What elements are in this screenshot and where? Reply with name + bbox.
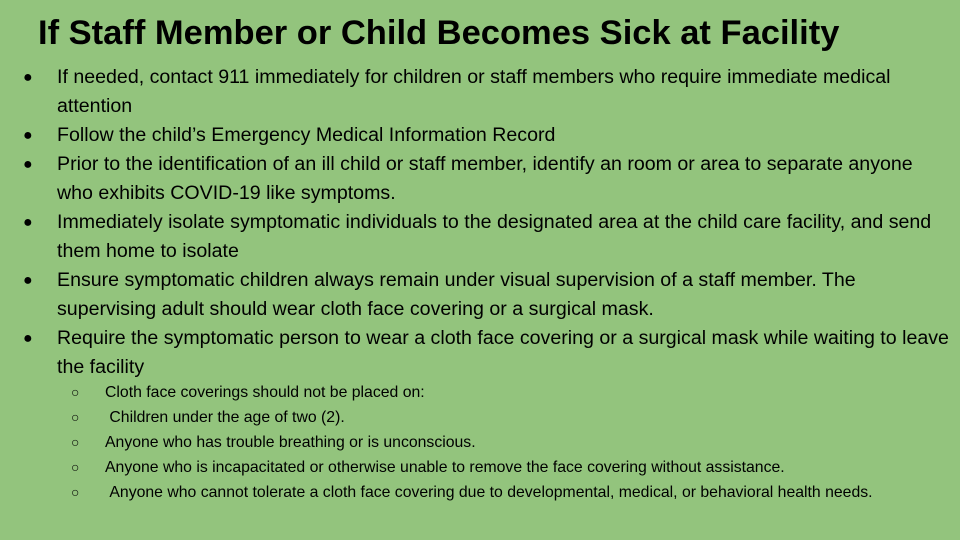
bullet-text: Prior to the identification of an ill child or staff member, identify an room or area to separate anyone who exhibits COVID-19 like symptoms.	[57, 153, 919, 204]
bullet-item	[0, 150, 960, 208]
sub-bullet-text: Children under the age of two (2).	[105, 409, 345, 426]
bullet-text: Ensure symptomatic children always remain under visual supervision of a staff member. The supervising adult should wear cloth face covering or a surgical mask.	[57, 269, 862, 320]
bullet-item	[0, 324, 960, 382]
sub-bullet-marker: ○	[71, 409, 80, 425]
bullet-marker: ●	[23, 127, 33, 144]
bullet-item	[0, 63, 960, 121]
sub-bullet-marker: ○	[71, 484, 80, 500]
sub-bullet-item	[0, 405, 960, 430]
sub-bullet-text: Anyone who has trouble breathing or is unconscious.	[105, 434, 476, 451]
bullet-item	[0, 208, 960, 266]
bullet-marker: ●	[23, 272, 33, 289]
bullet-marker: ●	[23, 214, 33, 231]
sub-bullet-marker: ○	[71, 459, 80, 475]
bullet-list	[0, 63, 960, 382]
sub-bullet-item	[0, 480, 960, 505]
bullet-text: Immediately isolate symptomatic individuals to the designated area at the child care facility, and send them home to isolate	[57, 211, 937, 262]
sub-bullet-marker: ○	[71, 434, 80, 450]
bullet-text: Follow the child’s Emergency Medical Information Record	[57, 124, 556, 146]
sub-bullet-item	[0, 380, 960, 405]
sub-bullet-text: Anyone who cannot tolerate a cloth face covering due to developmental, medical, or behavioral health needs.	[105, 484, 873, 501]
bullet-text: Require the symptomatic person to wear a cloth face covering or a surgical mask while waiting to leave the facility	[57, 327, 955, 378]
sub-bullet-marker: ○	[71, 384, 80, 400]
sub-bullet-text: Anyone who is incapacitated or otherwise unable to remove the face covering without assistance.	[105, 459, 785, 476]
slide-title: If Staff Member or Child Becomes Sick at Facility	[38, 14, 840, 52]
sub-bullet-text: Cloth face coverings should not be placed on:	[105, 384, 425, 401]
sub-bullet-item	[0, 455, 960, 480]
bullet-item	[0, 266, 960, 324]
sub-bullet-list	[0, 380, 960, 505]
bullet-marker: ●	[23, 330, 33, 347]
sub-bullet-item	[0, 430, 960, 455]
bullet-marker: ●	[23, 69, 33, 86]
bullet-marker: ●	[23, 156, 33, 173]
bullet-item	[0, 121, 960, 150]
bullet-text: If needed, contact 911 immediately for children or staff members who require immediate medical attention	[57, 66, 896, 117]
